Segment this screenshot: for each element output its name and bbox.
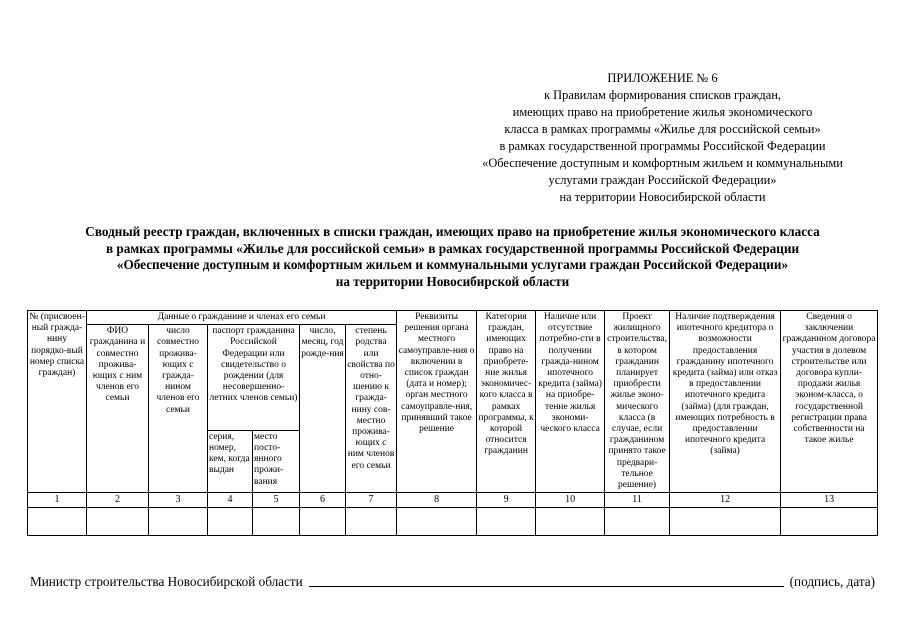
document-title [0,224,905,290]
empty-cell [536,508,605,536]
empty-cell [397,508,477,536]
empty-cell [28,508,87,536]
empty-cell [300,508,346,536]
header-col-8: Реквизиты решения органа местного самоуправле-ния о включении в список граждан (дата и номер); орган местного самоуправле-ния, принявший такое решение [397,311,477,493]
header-col-1: № (присвоен-ный гражда-нину порядко-вый номер списка граждан) [28,311,87,493]
appendix-line: класса в рамках программы «Жилье для российской семьи» [504,122,821,136]
header-col-9: Категория граждан, имеющих право на приобрете-ние жилья экономичес-кого класса в рамках программы, к которой относится гражданин [477,311,536,493]
col-number: 3 [149,493,208,508]
empty-cell [208,508,253,536]
empty-cell [670,508,781,536]
header-col-3: число совместно прожива-ющих с гражда-нином членов его семьи [149,325,208,493]
header-passport: паспорт гражданина Российской Федерации или свидетельство о рождении (для несовершенно-летних членов семьи) [208,325,300,431]
signature-block [30,572,875,590]
col-number: 8 [397,493,477,508]
appendix-line: в рамках государственной программы Российской Федерации [499,139,826,153]
empty-cell [477,508,536,536]
appendix-line: «Обеспечение доступным и комфортным жильем и коммунальными [482,156,843,170]
header-col-13: Сведения о заключении гражданином договора участия в долевом строительстве или договора купли-продажи жилья эконом-класса, о государственной регистрации права собственности на такое жилье [781,311,878,493]
signature-caption: (подпись, дата) [789,574,875,589]
header-col-7: степень родства или свойства по отно-шению к гражда-нину сов-местно прожива-ющих с ним членов его семьи [346,325,397,493]
minister-label: Министр строительства Новосибирской области [30,574,303,589]
empty-cell [346,508,397,536]
header-row [28,311,878,325]
appendix-line: ПРИЛОЖЕНИЕ № 6 [607,71,718,85]
header-col-12: Наличие подтверждения ипотечного кредитора о возможности предоставления гражданину ипотечного кредита (займа) или отказ в предоставлении ипотечного кредита (займа) (для граждан, имеющих потребность в предоставлении ипотечного кредита (займа) [670,311,781,493]
appendix-header [410,70,905,206]
col-number: 1 [28,493,87,508]
empty-cell [605,508,670,536]
col-number: 9 [477,493,536,508]
title-line: в рамках программы «Жилье для российской семьи» в рамках государственной программы Российской Федерации [105,240,800,256]
col-number: 7 [346,493,397,508]
empty-cell [781,508,878,536]
title-line: на территории Новосибирской области [335,273,570,289]
appendix-line: к Правилам формирования списков граждан, [544,88,781,102]
header-col-2: ФИО гражданина и совместно прожива-ющих с ним членов его семьи [87,325,149,493]
header-col-11: Проект жилищного строительства, в котором гражданин планирует приобрести жилье эконо-мического класса (в случае, если гражданином принято такое предвари-тельное решение) [605,311,670,493]
col-number: 12 [670,493,781,508]
appendix-line: имеющих право на приобретение жилья экономического [512,105,813,119]
empty-cell [149,508,208,536]
empty-data-row [28,508,878,536]
col-number: 5 [253,493,300,508]
number-row [28,493,878,508]
col-number: 6 [300,493,346,508]
header-col-5: место посто-янного прожи-вания [253,430,300,492]
empty-cell [87,508,149,536]
signature-line [309,572,784,587]
appendix-line: на территории Новосибирской области [559,190,766,204]
title-line: «Обеспечение доступным и комфортным жильем и коммунальными услугами граждан Российской Федерации» [116,257,789,272]
col-number: 4 [208,493,253,508]
col-number: 2 [87,493,149,508]
registry-table [27,310,878,536]
empty-cell [253,508,300,536]
col-number: 11 [605,493,670,508]
header-col-4: серия, номер, кем, когда выдан [208,430,253,492]
title-line: Сводный реестр граждан, включенных в списки граждан, имеющих право на приобретение жилья экономического класса [85,224,820,239]
appendix-line: услугами граждан Российской Федерации» [548,173,777,187]
col-number: 10 [536,493,605,508]
header-group: Данные о гражданине и членах его семьи [87,311,397,325]
header-col-6: число, месяц, год рожде-ния [300,325,346,493]
header-col-10: Наличие или отсутствие потребно-сти в получении гражда-нином ипотечного кредита (займа) на приобре-тение жилья экономи-ческого класса [536,311,605,493]
col-number: 13 [781,493,878,508]
